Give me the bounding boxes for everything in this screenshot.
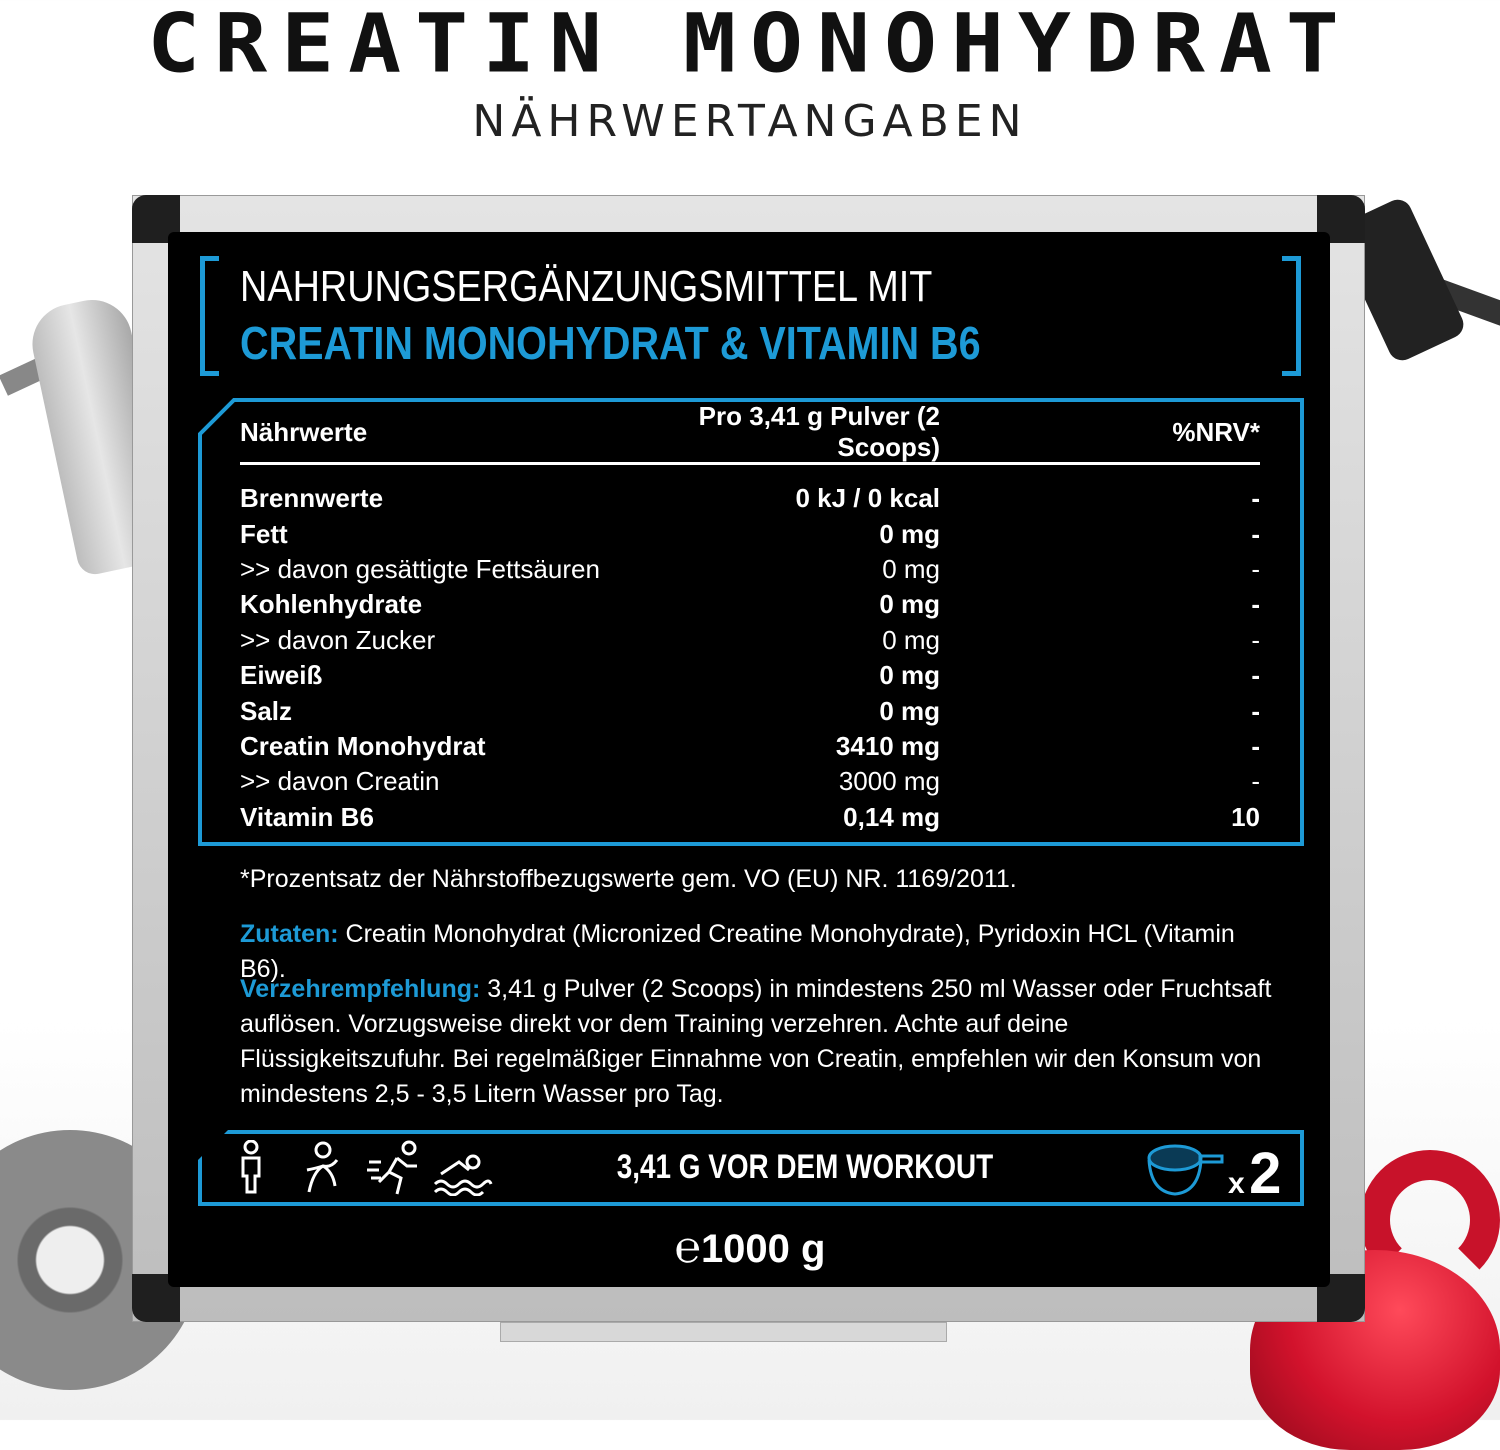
nutrient-name: >> davon Zucker <box>240 624 436 655</box>
nutrient-nrv: - <box>1251 660 1260 691</box>
nutrient-amount: 0 kJ / 0 kcal <box>795 483 940 514</box>
table-row <box>240 587 1260 622</box>
nutrition-table <box>240 401 1260 835</box>
net-weight-value: 1000 g <box>700 1227 826 1271</box>
nutrient-name: Brennwerte <box>240 483 384 514</box>
table-row <box>240 693 1260 728</box>
table-row <box>240 481 1260 516</box>
nutrient-name: >> davon gesättigte Fettsäuren <box>240 553 600 584</box>
net-weight <box>0 1222 1500 1273</box>
table-row <box>240 658 1260 693</box>
nutrient-amount: 3410 mg <box>835 730 940 761</box>
nutrient-nrv: - <box>1251 624 1260 655</box>
nutrient-name: Vitamin B6 <box>240 801 374 832</box>
nutrient-nrv: 10 <box>1231 801 1260 832</box>
recommendation <box>240 972 1280 1112</box>
nutrient-amount: 0,14 mg <box>843 801 940 832</box>
recommendation-label: Verzehrempfehlung: <box>240 975 481 1003</box>
nutrient-amount: 0 mg <box>879 695 940 726</box>
nutrient-nrv: - <box>1251 518 1260 549</box>
nutrient-nrv: - <box>1251 589 1260 620</box>
multiplier-x: x <box>1228 1167 1245 1200</box>
nutrient-amount: 3000 mg <box>838 766 940 797</box>
scoop-multiplier <box>1228 1140 1281 1207</box>
estimated-sign-icon: ℮ <box>674 1222 701 1273</box>
person-icon <box>235 1140 279 1196</box>
product-type-line: NAHRUNGSERGÄNZUNGSMITTEL MIT <box>240 262 933 311</box>
nutrient-amount: 0 mg <box>879 589 940 620</box>
activity-icons <box>235 1140 477 1200</box>
nutrient-name: Salz <box>240 695 293 726</box>
nutrient-amount: 0 mg <box>879 518 940 549</box>
nutrient-nrv: - <box>1251 730 1260 761</box>
ingredients-text: Creatin Monohydrat (Micronized Creatine Monohydrate), Pyridoxin HCL (Vitamin B6). <box>240 920 1235 983</box>
swimming-icon <box>433 1140 477 1196</box>
header-nutrient: Nährwerte <box>240 416 368 447</box>
table-row <box>240 729 1260 764</box>
header-amount: Pro 3,41 g Pulver (2 Scoops) <box>698 401 940 462</box>
nutrient-name: Kohlenhydrate <box>240 589 423 620</box>
workout-dosage-text: 3,41 G VOR DEM WORKOUT <box>616 1148 994 1186</box>
nutrient-nrv: - <box>1251 553 1260 584</box>
page-title: CREATIN MONOHYDRAT <box>147 0 1353 91</box>
nutrient-name: Fett <box>240 518 288 549</box>
nutrient-amount: 0 mg <box>882 624 940 655</box>
nutrient-amount: 0 mg <box>882 553 940 584</box>
table-row <box>240 764 1260 799</box>
table-row <box>240 516 1260 551</box>
running-icon <box>367 1140 411 1196</box>
nutrient-name: Creatin Monohydrat <box>240 730 486 761</box>
stretching-icon <box>301 1140 345 1196</box>
table-header <box>240 401 1260 462</box>
table-row <box>240 623 1260 658</box>
ingredients-label: Zutaten: <box>240 920 339 948</box>
multiplier-count: 2 <box>1249 1141 1282 1206</box>
right-bracket <box>1282 256 1301 376</box>
table-row <box>240 800 1260 835</box>
recommendation-text: 3,41 g Pulver (2 Scoops) in mindestens 250 ml Wasser oder Fruchtsaft auflösen. Vorzugsweise direkt vor dem Training verzehren. Achte auf deine Flüssigkeitszufuhr. Bei regelmäßiger Einnahme von Creatin, empfehlen wir den Konsum von mindestens 2,5 - 3,5 Litern Wasser pro Tag. <box>240 975 1272 1108</box>
nutrient-name: Eiweiß <box>240 660 323 691</box>
whiteboard-tray <box>500 1322 947 1342</box>
nutrient-nrv: - <box>1251 695 1260 726</box>
nutrient-amount: 0 mg <box>879 660 940 691</box>
page-subtitle: NÄHRWERTANGABEN <box>472 96 1028 147</box>
nutrient-name: >> davon Creatin <box>240 766 440 797</box>
left-bracket <box>200 256 219 376</box>
footnote: *Prozentsatz der Nährstoffbezugswerte gem. VO (EU) NR. 1169/2011. <box>240 865 1017 893</box>
header-nrv: %NRV* <box>1172 416 1260 447</box>
nutrient-nrv: - <box>1251 483 1260 514</box>
nutrient-nrv: - <box>1251 766 1260 797</box>
scoop-icon <box>1145 1138 1225 1198</box>
product-name-line: CREATIN MONOHYDRAT & VITAMIN B6 <box>240 317 981 369</box>
table-row <box>240 552 1260 587</box>
